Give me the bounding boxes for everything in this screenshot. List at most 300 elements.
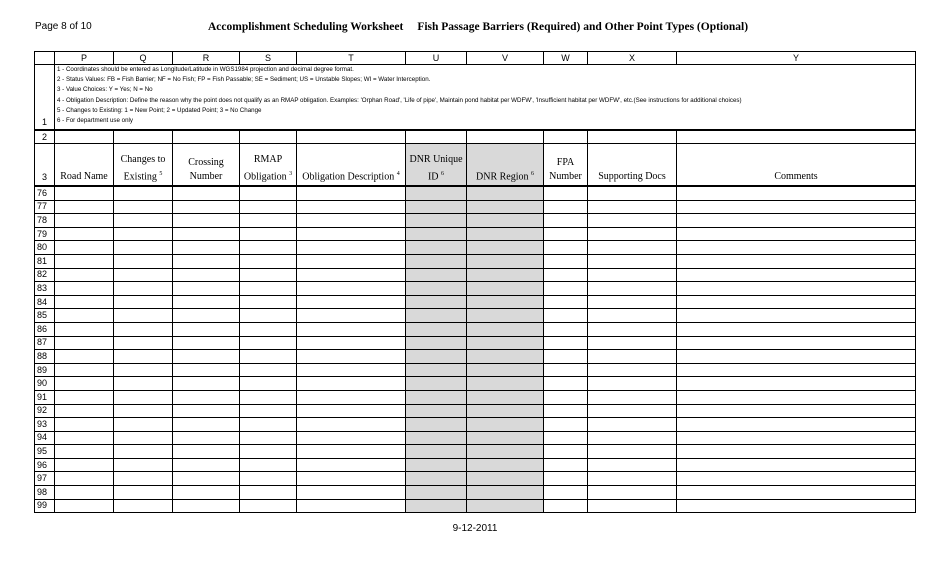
cell-comments[interactable] [677,254,916,268]
cell-rmap-obligation[interactable] [240,499,297,513]
note-line: 1 - Coordinates should be entered as Longitude/Latitude in WGS1984 projection and decimal degree format. [57,66,354,73]
cell-supporting-docs[interactable] [588,499,677,513]
cell-fpa-number[interactable] [544,390,588,404]
cell-supporting-docs[interactable] [588,458,677,472]
header-rmap-obligation[interactable] [240,144,297,187]
cell-rmap-obligation[interactable] [240,472,297,486]
cell-obligation-description[interactable] [297,445,406,459]
cell-comments[interactable] [677,499,916,513]
cell-rmap-obligation[interactable] [240,431,297,445]
col-header-x[interactable]: X [588,52,677,65]
cell-changes-to-existing[interactable] [114,227,173,241]
cell-supporting-docs[interactable] [588,186,677,200]
cell-obligation-description[interactable] [297,404,406,418]
row-number: 88 [35,350,55,364]
cell-changes-to-existing[interactable] [114,418,173,432]
cell-supporting-docs[interactable] [588,418,677,432]
cell-road-name[interactable] [55,322,114,336]
cell-dnr-unique-id[interactable] [406,295,467,309]
row-number: 83 [35,282,55,296]
cell-road-name[interactable] [55,214,114,228]
col-header-p[interactable]: P [55,52,114,65]
cell-obligation-description[interactable] [297,268,406,282]
cell-dnr-unique-id[interactable] [406,431,467,445]
cell-obligation-description[interactable] [297,295,406,309]
cell-road-name[interactable] [55,186,114,200]
cell-changes-to-existing[interactable] [114,336,173,350]
header-crossing-number[interactable] [173,144,240,187]
cell-changes-to-existing[interactable] [114,309,173,323]
header-dnr-unique-id[interactable] [406,144,467,187]
cell-dnr-unique-id[interactable] [406,445,467,459]
field-header-row [35,144,916,187]
cell-dnr-region[interactable] [467,390,544,404]
cell-dnr-unique-id[interactable] [406,322,467,336]
col-header-t[interactable]: T [297,52,406,65]
cell-comments[interactable] [677,350,916,364]
header-label: DNR Unique [409,153,463,165]
cell-comments[interactable] [677,445,916,459]
col-header-y[interactable]: Y [677,52,916,65]
cell-crossing-number[interactable] [173,472,240,486]
cell-fpa-number[interactable] [544,472,588,486]
cell[interactable] [467,130,544,144]
cell-dnr-region[interactable] [467,377,544,391]
col-header-u[interactable]: U [406,52,467,65]
cell-crossing-number[interactable] [173,377,240,391]
cell-obligation-description[interactable] [297,241,406,255]
row-number: 79 [35,227,55,241]
cell[interactable] [55,130,114,144]
cell-supporting-docs[interactable] [588,377,677,391]
cell-fpa-number[interactable] [544,227,588,241]
cell-comments[interactable] [677,295,916,309]
cell-supporting-docs[interactable] [588,390,677,404]
cell-obligation-description[interactable] [297,363,406,377]
cell-fpa-number[interactable] [544,363,588,377]
cell-supporting-docs[interactable] [588,404,677,418]
cell-crossing-number[interactable] [173,268,240,282]
cell-dnr-unique-id[interactable] [406,336,467,350]
cell-rmap-obligation[interactable] [240,322,297,336]
cell-dnr-region[interactable] [467,282,544,296]
cell-dnr-region[interactable] [467,350,544,364]
cell-changes-to-existing[interactable] [114,377,173,391]
cell-dnr-region[interactable] [467,186,544,200]
cell-dnr-region[interactable] [467,458,544,472]
cell-rmap-obligation[interactable] [240,390,297,404]
cell-fpa-number[interactable] [544,295,588,309]
cell-road-name[interactable] [55,377,114,391]
cell-rmap-obligation[interactable] [240,486,297,500]
page-number: Page 8 of 10 [35,21,92,32]
cell-supporting-docs[interactable] [588,227,677,241]
cell-changes-to-existing[interactable] [114,363,173,377]
cell-dnr-unique-id[interactable] [406,472,467,486]
cell-changes-to-existing[interactable] [114,472,173,486]
cell-comments[interactable] [677,322,916,336]
cell-dnr-region[interactable] [467,418,544,432]
cell-road-name[interactable] [55,227,114,241]
cell-rmap-obligation[interactable] [240,336,297,350]
cell-rmap-obligation[interactable] [240,295,297,309]
cell-changes-to-existing[interactable] [114,431,173,445]
cell-fpa-number[interactable] [544,350,588,364]
cell-obligation-description[interactable] [297,254,406,268]
cell-rmap-obligation[interactable] [240,377,297,391]
cell-crossing-number[interactable] [173,282,240,296]
cell-obligation-description[interactable] [297,186,406,200]
cell[interactable] [297,130,406,144]
cell-supporting-docs[interactable] [588,322,677,336]
cell-changes-to-existing[interactable] [114,254,173,268]
cell-dnr-unique-id[interactable] [406,458,467,472]
header-changes-to-existing[interactable] [114,144,173,187]
cell-supporting-docs[interactable] [588,254,677,268]
cell-changes-to-existing[interactable] [114,214,173,228]
cell-supporting-docs[interactable] [588,282,677,296]
col-header-q[interactable]: Q [114,52,173,65]
cell-road-name[interactable] [55,458,114,472]
cell-dnr-region[interactable] [467,445,544,459]
cell-road-name[interactable] [55,336,114,350]
cell-road-name[interactable] [55,499,114,513]
cell-changes-to-existing[interactable] [114,295,173,309]
cell-crossing-number[interactable] [173,322,240,336]
cell-supporting-docs[interactable] [588,431,677,445]
cell-changes-to-existing[interactable] [114,390,173,404]
note-line: 2 - Status Values: FB = Fish Barrier; NF = No Fish; FP = Fish Passable; SE = Sediment; US = Unstable Slopes; WI = Water Interception. [57,76,431,84]
cell-road-name[interactable] [55,309,114,323]
cell-crossing-number[interactable] [173,214,240,228]
cell-crossing-number[interactable] [173,486,240,500]
cell-fpa-number[interactable] [544,214,588,228]
cell[interactable] [240,130,297,144]
cell-rmap-obligation[interactable] [240,241,297,255]
cell-supporting-docs[interactable] [588,472,677,486]
table-row [35,377,916,391]
cell-supporting-docs[interactable] [588,241,677,255]
header-fpa-number[interactable] [544,144,588,187]
cell-dnr-unique-id[interactable] [406,186,467,200]
cell-obligation-description[interactable] [297,418,406,432]
cell-dnr-region[interactable] [467,472,544,486]
cell-crossing-number[interactable] [173,309,240,323]
cell-comments[interactable] [677,418,916,432]
cell-comments[interactable] [677,241,916,255]
cell-rmap-obligation[interactable] [240,404,297,418]
row-number: 82 [35,268,55,282]
cell-dnr-region[interactable] [467,404,544,418]
cell-rmap-obligation[interactable] [240,458,297,472]
cell-changes-to-existing[interactable] [114,499,173,513]
cell-rmap-obligation[interactable] [240,227,297,241]
footnote-ref: 6 [531,170,534,177]
cell-dnr-unique-id[interactable] [406,486,467,500]
cell-changes-to-existing[interactable] [114,282,173,296]
row-number: 95 [35,445,55,459]
cell-obligation-description[interactable] [297,200,406,214]
cell-fpa-number[interactable] [544,404,588,418]
cell-rmap-obligation[interactable] [240,445,297,459]
cell-dnr-region[interactable] [467,268,544,282]
cell-obligation-description[interactable] [297,390,406,404]
cell-comments[interactable] [677,214,916,228]
cell-fpa-number[interactable] [544,200,588,214]
cell-rmap-obligation[interactable] [240,200,297,214]
cell-dnr-unique-id[interactable] [406,418,467,432]
cell-fpa-number[interactable] [544,322,588,336]
cell-road-name[interactable] [55,350,114,364]
header-supporting-docs[interactable] [588,144,677,187]
cell-changes-to-existing[interactable] [114,241,173,255]
header-label: RMAP [253,153,283,165]
cell-changes-to-existing[interactable] [114,458,173,472]
cell-road-name[interactable] [55,363,114,377]
cell-obligation-description[interactable] [297,472,406,486]
cell-changes-to-existing[interactable] [114,350,173,364]
cell-crossing-number[interactable] [173,350,240,364]
cell-dnr-unique-id[interactable] [406,282,467,296]
cell-comments[interactable] [677,390,916,404]
col-header-v[interactable]: V [467,52,544,65]
cell-dnr-region[interactable] [467,254,544,268]
cell-supporting-docs[interactable] [588,445,677,459]
cell-road-name[interactable] [55,472,114,486]
cell-road-name[interactable] [55,445,114,459]
table-row [35,472,916,486]
cell-fpa-number[interactable] [544,186,588,200]
cell-dnr-unique-id[interactable] [406,241,467,255]
cell-fpa-number[interactable] [544,458,588,472]
cell-fpa-number[interactable] [544,268,588,282]
cell-fpa-number[interactable] [544,282,588,296]
table-row [35,241,916,255]
cell-crossing-number[interactable] [173,227,240,241]
cell-dnr-unique-id[interactable] [406,350,467,364]
note-line: 6 - For department use only [57,117,134,125]
cell-crossing-number[interactable] [173,254,240,268]
cell-supporting-docs[interactable] [588,486,677,500]
cell-obligation-description[interactable] [297,431,406,445]
cell-dnr-region[interactable] [467,336,544,350]
cell[interactable] [677,130,916,144]
cell-fpa-number[interactable] [544,486,588,500]
header-label: DNR Region [476,171,529,182]
cell-changes-to-existing[interactable] [114,445,173,459]
cell-dnr-unique-id[interactable] [406,200,467,214]
cell-obligation-description[interactable] [297,499,406,513]
cell-fpa-number[interactable] [544,431,588,445]
cell-road-name[interactable] [55,254,114,268]
cell-supporting-docs[interactable] [588,200,677,214]
cell-obligation-description[interactable] [297,214,406,228]
cell-road-name[interactable] [55,241,114,255]
cell-changes-to-existing[interactable] [114,322,173,336]
table-row [35,268,916,282]
cell-road-name[interactable] [55,390,114,404]
cell-dnr-region[interactable] [467,322,544,336]
cell-obligation-description[interactable] [297,458,406,472]
col-header-s[interactable]: S [240,52,297,65]
cell-fpa-number[interactable] [544,418,588,432]
cell-dnr-unique-id[interactable] [406,404,467,418]
cell-rmap-obligation[interactable] [240,254,297,268]
cell-fpa-number[interactable] [544,336,588,350]
note-line: 3 - Value Choices: Y = Yes; N = No [57,86,153,94]
table-row [35,404,916,418]
cell-comments[interactable] [677,472,916,486]
cell-crossing-number[interactable] [173,404,240,418]
page-title [208,21,748,33]
notes-cell[interactable] [55,65,916,131]
cell-comments[interactable] [677,200,916,214]
cell-comments[interactable] [677,363,916,377]
cell-crossing-number[interactable] [173,200,240,214]
cell-obligation-description[interactable] [297,282,406,296]
cell-rmap-obligation[interactable] [240,186,297,200]
cell-road-name[interactable] [55,282,114,296]
cell-fpa-number[interactable] [544,499,588,513]
cell-dnr-region[interactable] [467,214,544,228]
cell[interactable] [406,130,467,144]
cell-comments[interactable] [677,186,916,200]
col-header-r[interactable]: R [173,52,240,65]
cell-dnr-unique-id[interactable] [406,377,467,391]
cell-crossing-number[interactable] [173,295,240,309]
cell-comments[interactable] [677,309,916,323]
cell-comments[interactable] [677,227,916,241]
cell-crossing-number[interactable] [173,241,240,255]
header-obligation-description[interactable] [297,144,406,187]
cell-fpa-number[interactable] [544,254,588,268]
cell-dnr-region[interactable] [467,227,544,241]
cell-changes-to-existing[interactable] [114,268,173,282]
row-number: 76 [35,186,55,200]
cell-comments[interactable] [677,486,916,500]
cell-changes-to-existing[interactable] [114,186,173,200]
cell-crossing-number[interactable] [173,186,240,200]
cell-rmap-obligation[interactable] [240,418,297,432]
cell-dnr-region[interactable] [467,295,544,309]
cell-crossing-number[interactable] [173,390,240,404]
cell-dnr-region[interactable] [467,499,544,513]
header-road-name[interactable] [55,144,114,187]
cell-road-name[interactable] [55,295,114,309]
cell-road-name[interactable] [55,418,114,432]
cell-road-name[interactable] [55,486,114,500]
cell-supporting-docs[interactable] [588,268,677,282]
row-number: 86 [35,322,55,336]
cell-road-name[interactable] [55,268,114,282]
col-header-w[interactable]: W [544,52,588,65]
table-row [35,363,916,377]
cell-road-name[interactable] [55,404,114,418]
cell-fpa-number[interactable] [544,445,588,459]
cell-supporting-docs[interactable] [588,350,677,364]
cell[interactable] [544,130,588,144]
cell[interactable] [114,130,173,144]
cell-dnr-unique-id[interactable] [406,268,467,282]
cell-dnr-region[interactable] [467,309,544,323]
cell-dnr-region[interactable] [467,241,544,255]
header-comments[interactable] [677,144,916,187]
cell-rmap-obligation[interactable] [240,363,297,377]
cell-comments[interactable] [677,404,916,418]
cell-dnr-region[interactable] [467,486,544,500]
table-row [35,282,916,296]
cell-supporting-docs[interactable] [588,214,677,228]
cell-dnr-region[interactable] [467,363,544,377]
cell-changes-to-existing[interactable] [114,200,173,214]
cell-dnr-region[interactable] [467,200,544,214]
row-number: 98 [35,486,55,500]
cell-supporting-docs[interactable] [588,295,677,309]
cell-comments[interactable] [677,336,916,350]
cell-comments[interactable] [677,282,916,296]
footer-date: 9-12-2011 [452,523,498,534]
cell-obligation-description[interactable] [297,377,406,391]
cell-dnr-unique-id[interactable] [406,390,467,404]
cell-dnr-unique-id[interactable] [406,499,467,513]
cell[interactable] [588,130,677,144]
cell-comments[interactable] [677,458,916,472]
cell-comments[interactable] [677,268,916,282]
cell-road-name[interactable] [55,431,114,445]
cell-dnr-unique-id[interactable] [406,214,467,228]
cell-rmap-obligation[interactable] [240,309,297,323]
cell-crossing-number[interactable] [173,336,240,350]
cell-rmap-obligation[interactable] [240,268,297,282]
cell-obligation-description[interactable] [297,350,406,364]
cell-changes-to-existing[interactable] [114,486,173,500]
cell-crossing-number[interactable] [173,458,240,472]
cell-obligation-description[interactable] [297,227,406,241]
cell-rmap-obligation[interactable] [240,282,297,296]
cell-rmap-obligation[interactable] [240,350,297,364]
cell-crossing-number[interactable] [173,499,240,513]
cell-obligation-description[interactable] [297,486,406,500]
cell-crossing-number[interactable] [173,445,240,459]
row-number: 1 [35,65,55,131]
cell-supporting-docs[interactable] [588,363,677,377]
cell-supporting-docs[interactable] [588,336,677,350]
cell-comments[interactable] [677,431,916,445]
cell[interactable] [173,130,240,144]
cell-crossing-number[interactable] [173,363,240,377]
cell-road-name[interactable] [55,200,114,214]
cell-supporting-docs[interactable] [588,309,677,323]
cell-fpa-number[interactable] [544,241,588,255]
cell-dnr-unique-id[interactable] [406,363,467,377]
cell-crossing-number[interactable] [173,418,240,432]
cell-dnr-unique-id[interactable] [406,254,467,268]
cell-obligation-description[interactable] [297,309,406,323]
cell-dnr-region[interactable] [467,431,544,445]
header-dnr-region[interactable] [467,144,544,187]
cell-fpa-number[interactable] [544,377,588,391]
cell-obligation-description[interactable] [297,322,406,336]
cell-dnr-unique-id[interactable] [406,227,467,241]
cell-obligation-description[interactable] [297,336,406,350]
cell-comments[interactable] [677,377,916,391]
table-row [35,309,916,323]
cell-dnr-unique-id[interactable] [406,309,467,323]
cell-changes-to-existing[interactable] [114,404,173,418]
cell-fpa-number[interactable] [544,309,588,323]
cell-crossing-number[interactable] [173,431,240,445]
cell-rmap-obligation[interactable] [240,214,297,228]
